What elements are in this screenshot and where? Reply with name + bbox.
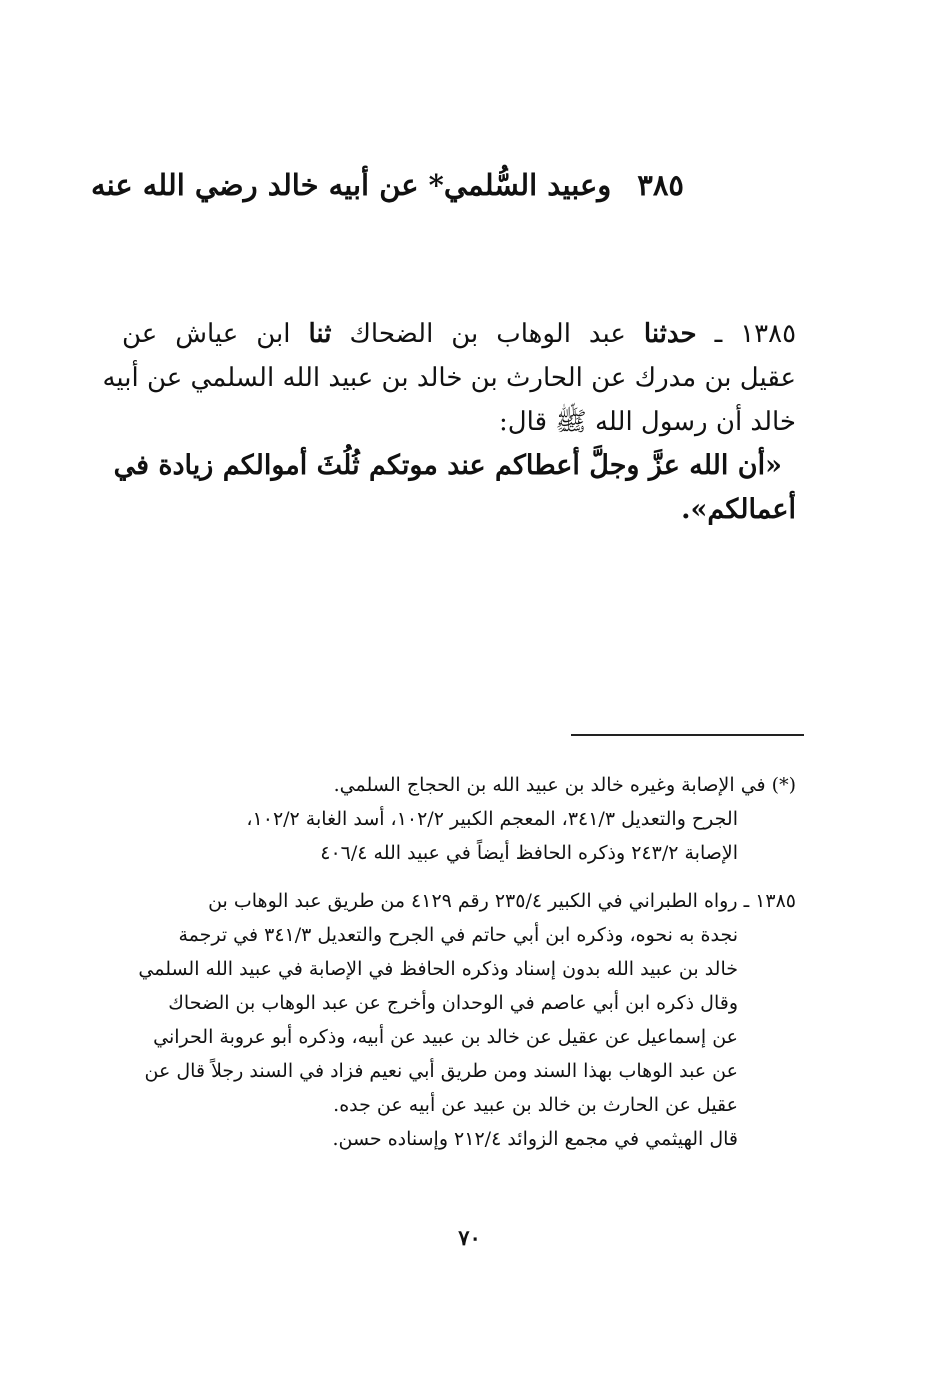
- chapter-heading: [91, 163, 684, 207]
- footnote-1385-line-3: خالد بن عبيد الله بدون إسناد وذكره الحافظ في الإصابة في عبيد الله السلمي: [138, 958, 738, 980]
- footnote-1385-line-4: وقال ذكره ابن أبي عاصم في الوحدان وأخرج عن عبد الوهاب بن الضحاك: [168, 992, 738, 1014]
- narration-word-thana: ثنا: [308, 319, 332, 349]
- footnote-1385-line-5: عن إسماعيل عن عقيل عن خالد بن عبيد عن أبيه، وذكره أبو عروبة الحراني: [153, 1026, 738, 1048]
- hadith-line-3: خالد أن رسول الله ﷺ قال:: [499, 407, 796, 437]
- footnote-1385-line-7: عقيل عن الحارث بن خالد بن عبيد عن أبيه عن جده.: [333, 1094, 738, 1116]
- matn-line-1: «أن الله عزَّ وجلَّ أعطاكم عند موتكم ثُلُثَ أموالكم زيادة في: [113, 450, 782, 481]
- hadith-line-2: عقيل بن مدرك عن الحارث بن خالد بن عبيد الله السلمي عن أبيه: [102, 363, 796, 393]
- narrator-name: عبد الوهاب بن الضحاك: [349, 319, 626, 349]
- footnote-star-line-2: الجرح والتعديل ٣٤١/٣، المعجم الكبير ١٠٢/٢، أسد الغابة ١٠٢/٢،: [246, 808, 738, 830]
- chapter-title: وعبيد السُّلمي* عن أبيه خالد رضي الله عنه: [91, 168, 612, 202]
- hadith-line-1-end: ابن عياش عن: [122, 319, 291, 349]
- page-number: ٧٠: [458, 1225, 481, 1250]
- footnote-star: [124, 768, 796, 870]
- footnote-star-line-3: الإصابة ٢٤٣/٢ وذكره الحافظ أيضاً في عبيد الله ٤٠٦/٤: [320, 842, 738, 864]
- footnote-1385-line-1: ١٣٨٥ ـ رواه الطبراني في الكبير ٢٣٥/٤ رقم ٤١٢٩ من طريق عبد الوهاب بن: [208, 890, 796, 912]
- hadith-number: ١٣٨٥ ـ: [714, 319, 797, 349]
- hadith-text: [102, 312, 797, 532]
- narration-word-haddathana: حدثنا: [643, 319, 697, 349]
- footnote-star-line-1: (*) في الإصابة وغيره خالد بن عبيد الله بن الحجاج السلمي.: [333, 774, 796, 796]
- hadith-line-1: [122, 312, 796, 356]
- footnote-1385-line-2: نجدة به نحوه، وذكره ابن أبي حاتم في الجرح والتعديل ٣٤١/٣ في ترجمة: [178, 924, 738, 946]
- matn-line-2: أعمالكم».: [681, 494, 796, 525]
- footnote-1385-line-6: عن عبد الوهاب بهذا السند ومن طريق أبي نعيم فزاد في السند رجلاً قال عن: [144, 1060, 738, 1082]
- footnote-1385-line-8: قال الهيثمي في مجمع الزوائد ٢١٢/٤ وإسناده حسن.: [332, 1128, 738, 1150]
- footnotes: [124, 768, 796, 1156]
- footnote-1385: [124, 884, 796, 1156]
- footnote-divider: [571, 734, 804, 736]
- chapter-number: ٣٨٥: [637, 168, 684, 202]
